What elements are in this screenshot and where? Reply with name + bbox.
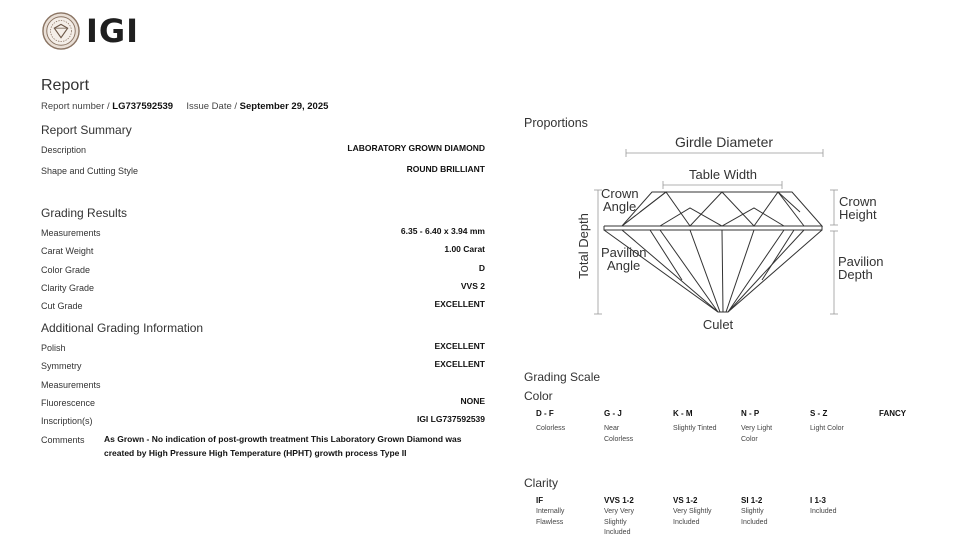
issue-date: September 29, 2025 — [239, 101, 329, 112]
section-grading-results: Grading Results — [41, 206, 128, 220]
label-girdle-diameter: Girdle Diameter — [674, 134, 774, 150]
color-grade: S - Z — [810, 409, 828, 418]
report-title: Report — [41, 77, 90, 94]
row-label: Polish — [41, 343, 66, 353]
clarity-scale-heading: Clarity — [524, 476, 559, 490]
clarity-grade: VVS 1-2 — [604, 496, 634, 505]
label-table-width: Table Width — [689, 167, 757, 182]
label-pavilion-angle-1: Pavilion — [601, 245, 647, 260]
section-report-summary: Report Summary — [41, 123, 132, 137]
row-value: VVS 2 — [460, 281, 485, 291]
proportions-diagram — [570, 130, 900, 340]
label-total-depth: Total Depth — [576, 213, 591, 279]
row-value: D — [478, 263, 485, 273]
row-label: Clarity Grade — [41, 283, 95, 293]
clarity-desc: Very Slightly Included — [673, 508, 712, 526]
row-value: ROUND BRILLIANT — [406, 164, 485, 174]
row-label: Fluorescence — [41, 398, 96, 408]
label-pavilion-depth-2: Depth — [838, 267, 873, 282]
row-value: NONE — [460, 396, 485, 406]
clarity-desc: Included — [810, 508, 837, 515]
color-desc: Slightly Tinted — [673, 425, 717, 432]
label-crown-angle-2: Angle — [603, 199, 637, 214]
clarity-grade: IF — [536, 496, 544, 505]
report-number: LG737592539 — [112, 101, 174, 112]
igi-logo — [42, 12, 139, 50]
row-label: Symmetry — [41, 361, 82, 371]
color-grade: FANCY — [879, 409, 907, 418]
comments-value: As Grown - No indication of post-growth treatment This Laboratory Grown Diamond was created by High Pressure High Temperature (HPHT) growth process Type II — [104, 434, 462, 458]
clarity-grade: SI 1-2 — [741, 496, 763, 505]
report-number-label: Report number / — [41, 101, 113, 112]
label-pavilion-angle-2: Angle — [607, 258, 641, 273]
clarity-grade: VS 1-2 — [673, 496, 698, 505]
row-label: Comments — [41, 435, 85, 445]
row-label: Cut Grade — [41, 301, 83, 311]
brand-name: IGI — [86, 12, 140, 50]
section-additional-grading: Additional Grading Information — [41, 321, 204, 335]
row-label: Carat Weight — [41, 246, 94, 256]
row-value: EXCELLENT — [434, 341, 485, 351]
row-value: LABORATORY GROWN DIAMOND — [347, 143, 485, 153]
row-value: EXCELLENT — [434, 299, 485, 309]
color-grade: D - F — [536, 409, 554, 418]
label-crown-angle-1: Crown — [601, 186, 639, 201]
row-label: Measurements — [41, 380, 101, 390]
issue-date-label: Issue Date / — [186, 101, 240, 112]
clarity-grade: I 1-3 — [810, 496, 827, 505]
color-grade: K - M — [673, 409, 693, 418]
row-value: 1.00 Carat — [444, 244, 485, 254]
clarity-desc: Slightly Included — [741, 508, 768, 526]
row-value: IGI LG737592539 — [416, 414, 485, 424]
color-scale-heading: Color — [524, 389, 553, 403]
row-label: Measurements — [41, 228, 101, 238]
section-grading-scale: Grading Scale — [524, 370, 601, 384]
label-crown-height-1: Crown — [839, 194, 877, 209]
label-pavilion-depth-1: Pavilion — [838, 254, 884, 269]
row-value: EXCELLENT — [434, 359, 485, 369]
color-desc: Very Light Color — [741, 425, 773, 443]
color-grade: N - P — [741, 409, 760, 418]
row-value: 6.35 - 6.40 x 3.94 mm — [400, 226, 485, 236]
row-label: Color Grade — [41, 265, 91, 275]
row-label: Description — [41, 145, 87, 155]
clarity-desc: Internally Flawless — [536, 508, 565, 526]
color-desc: Light Color — [810, 425, 844, 432]
section-proportions: Proportions — [524, 116, 588, 130]
row-label: Shape and Cutting Style — [41, 166, 139, 176]
label-crown-height-2: Height — [839, 207, 877, 222]
label-culet: Culet — [702, 317, 734, 332]
color-desc: Near Colorless — [604, 425, 634, 443]
report-meta — [41, 101, 328, 112]
clarity-desc: Very Very Slightly Included — [604, 508, 634, 536]
igi-seal-icon — [42, 12, 80, 50]
color-desc: Colorless — [536, 425, 566, 432]
color-grade: G - J — [604, 409, 622, 418]
row-label: Inscription(s) — [41, 416, 93, 426]
